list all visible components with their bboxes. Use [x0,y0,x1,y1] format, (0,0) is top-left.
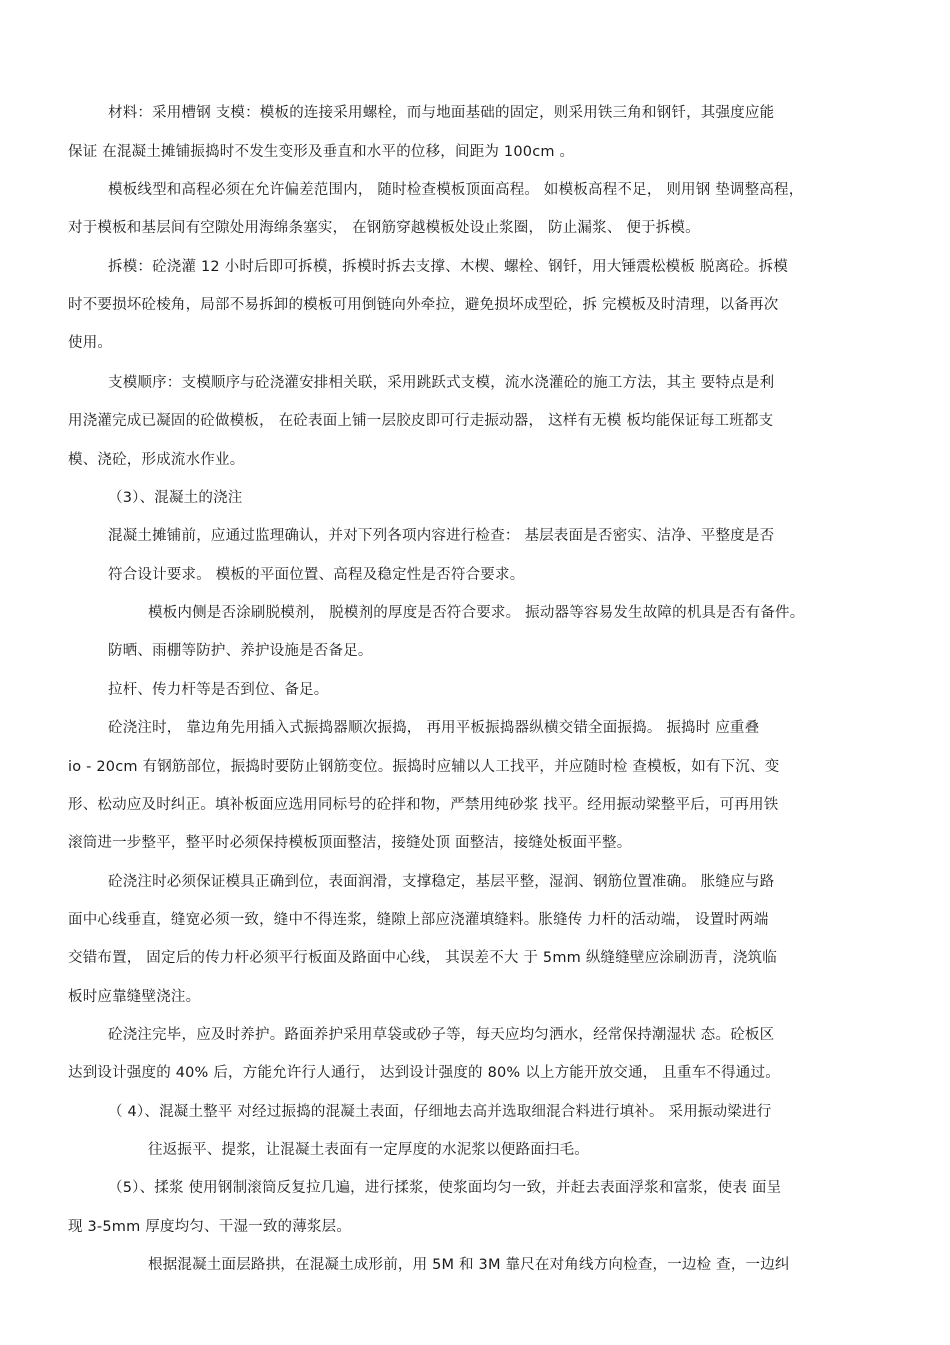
text-line-10: 模、浇砼，形成流水作业。 [68,452,245,468]
text-line-22: 面中心线垂直，缝宽必须一致，缝中不得连浆，缝隙上部应浇灌填缝料。胀缝传 力杆的活动端， 设置时两端 [68,912,769,928]
text-line-3: 模板线型和高程必须在允许偏差范围内， 随时检查模板顶面高程。 如模板高程不足， 则用钢 垫调整高程， [108,182,804,198]
text-line-23: 交错布置， 固定后的传力杆必须平行板面及路面中心线， 其误差不大 于 5mm 纵缝缝壁应涂刷沥青，浇筑临 [68,950,777,966]
text-line-14: 模板内侧是否涂刷脱模剂， 脱模剂的厚度是否符合要求。 振动器等容易发生故障的机具是否有备件。 [148,605,805,621]
text-line-31: 根据混凝土面层路拱，在混凝土成形前，用 5M 和 3M 靠尺在对角线方向检查，一边检 查，一边纠 [148,1257,790,1273]
text-line-18: io - 20cm 有钢筋部位，振捣时要防止钢筋变位。振捣时应辅以人工找平，并应随时检 查模板，如有下沉、变 [68,759,780,775]
text-line-25: 砼浇注完毕，应及时养护。路面养护采用草袋或砂子等，每天应均匀洒水，经常保持潮湿状 态。砼板区 [108,1027,775,1043]
text-line-30: 现 3-5mm 厚度均匀、干湿一致的薄浆层。 [68,1219,352,1235]
text-line-9: 用浇灌完成已凝固的砼做模板， 在砼表面上铺一层胶皮即可行走振动器， 这样有无模 板均能保证每工班都支 [68,413,774,429]
text-line-2: 保证 在混凝土摊铺振捣时不发生变形及垂直和水平的位移，间距为 100cm 。 [68,144,575,160]
text-line-7: 使用。 [68,335,113,351]
text-line-8: 支模顺序：支模顺序与砼浇灌安排相关联，采用跳跃式支模，流水浇灌砼的施工方法，其主 要特点是利 [108,375,775,391]
text-line-12: 混凝土摊铺前，应通过监理确认，并对下列各项内容进行检查： 基层表面是否密实、洁净、平整度是否 [108,528,775,544]
text-line-21: 砼浇注时必须保证模具正确到位，表面润滑，支撑稳定，基层平整，湿润、钢筋位置准确。 胀缝应与路 [108,874,775,890]
text-line-26: 达到设计强度的 40% 后，方能允许行人通行， 达到设计强度的 80% 以上方能开放交通， 且重车不得通过。 [68,1065,780,1081]
text-line-24: 板时应靠缝壁浇注。 [68,989,201,1005]
text-line-16: 拉杆、传力杆等是否到位、备足。 [108,682,329,698]
text-line-1: 材料：采用槽钢 支模：模板的连接采用螺栓，而与地面基础的固定，则采用铁三角和钢钎，其强度应能 [108,105,775,121]
text-line-20: 滚筒进一步整平，整平时必须保持模板顶面整洁，接缝处顶 面整洁，接缝处板面平整。 [68,835,632,851]
text-line-15: 防晒、雨棚等防护、养护设施是否备足。 [108,643,373,659]
section-heading-5: （5）、揉浆 使用钢制滚筒反复拉几遍，进行揉浆，使浆面均匀一致，并赶去表面浮浆和富浆，使表 面呈 [108,1180,782,1196]
text-line-4: 对于模板和基层间有空隙处用海绵条塞实， 在钢筋穿越模板处设止浆圈， 防止漏浆、 便于拆模。 [68,220,700,236]
text-line-13: 符合设计要求。 模板的平面位置、高程及稳定性是否符合要求。 [108,567,525,583]
text-line-17: 砼浇注时， 靠边角先用插入式振捣器顺次振捣， 再用平板振捣器纵横交错全面振捣。 振捣时 应重叠 [108,720,760,736]
section-heading-4: （ 4）、混凝土整平 对经过振捣的混凝土表面，仔细地去高并选取细混合料进行填补。 采用振动梁进行 [108,1104,772,1120]
section-heading-3: （3）、混凝土的浇注 [108,490,243,506]
text-line-5: 拆模：砼浇灌 12 小时后即可拆模，拆模时拆去支撑、木楔、螺栓、钢钎，用大锤震松模板 脱离砼。拆模 [108,259,789,275]
text-line-19: 形、松动应及时纠正。填补板面应选用同标号的砼拌和物，严禁用纯砂浆 找平。经用振动梁整平后，可再用铁 [68,797,779,813]
text-line-28: 往返振平、提浆，让混凝土表面有一定厚度的水泥浆以便路面扫毛。 [148,1142,589,1158]
text-line-6: 时不要损坏砼棱角，局部不易拆卸的模板可用倒链向外牵拉，避免损坏成型砼，拆 完模板及时清理，以备再次 [68,297,779,313]
